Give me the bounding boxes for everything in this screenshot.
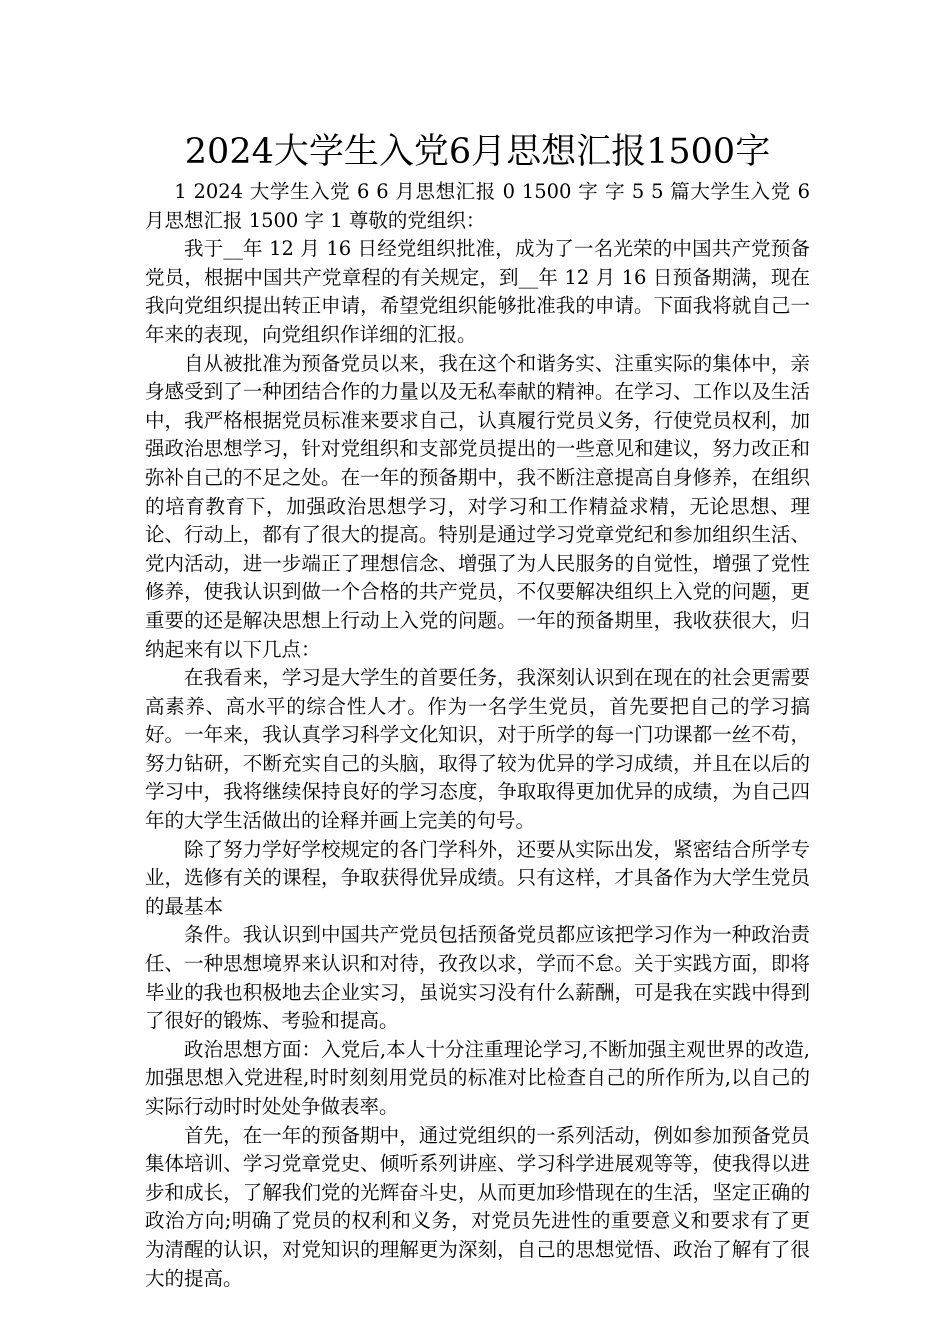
paragraph-first-point: 首先，在一年的预备期中，通过党组织的一系列活动，例如参加预备党员集体培训、学习党章党史、倾听系列讲座、学习科学进展观等等，使我得以进步和成长，了解我们党的光辉奋斗史，从而更加珍惜现在的生活，坚定正确的政治方向;明确了党员的权利和义务，对党员先进性的重要意义和要求有了更为清醒的认识，对党知识的理解更为深刻，自己的思想觉悟、政治了解有了很大的提高。 [145,1123,810,1290]
document-page [145,130,810,1293]
document-title: 2024大学生入党6月思想汇报1500字 [184,132,771,172]
paragraph-intro: 1 2024 大学生入党 6 6 月思想汇报 0 1500 字 字 5 5 篇大学生入党 6 月思想汇报 1500 字 1 尊敬的党组织： [145,180,810,232]
paragraph-study: 在我看来，学习是大学生的首要任务，我深刻认识到在现在的社会更需要高素养、高水平的综合性人才。作为一名学生党员，首先要把自己的学习搞好。一年来，我认真学习科学文化知识，对于所学的每一门功课都一丝不苟，努力钻研，不断充实自己的头脑，取得了较为优异的学习成绩，并且在以后的学习中，我将继续保持良好的学习态度，争取取得更加优异的成绩，为自己四年的大学生活做出的诠释并画上完美的句号。 [145,666,810,833]
paragraph-political-thought: 政治思想方面：入党后,本人十分注重理论学习,不断加强主观世界的改造,加强思想入党进程,时时刻刻用党员的标准对比检查自己的所作所为,以自己的实际行动时时处处争做表率。 [145,1037,810,1118]
paragraph-summary: 自从被批准为预备党员以来，我在这个和谐务实、注重实际的集体中，亲身感受到了一种团结合作的力量以及无私奉献的精神。在学习、工作以及生活中，我严格根据党员标准来要求自己，认真履行党员义务，行使党员权利，加强政治思想学习，针对党组织和支部党员提出的一些意见和建议，努力改正和弥补自己的不足之处。在一年的预备期中，我不断注意提高自身修养，在组织的培育教育下，加强政治思想学习，对学习和工作精益求精，无论思想、理论、行动上，都有了很大的提高。特别是通过学习党章党纪和参加组织生活、党内活动，进一步端正了理想信念、增强了为人民服务的自觉性，增强了党性修养，使我认识到做一个合格的共产党员，不仅要解决组织上入党的问题，更重要的还是解决思想上行动上入党的问题。一年的预备期里，我收获很大，归纳起来有以下几点： [145,351,810,661]
paragraph-courses: 除了努力学好学校规定的各门学科外，还要从实际出发，紧密结合所学专业，选修有关的课程，争取获得优异成绩。只有这样，才具备作为大学生党员的最基本 [145,837,810,918]
paragraph-practice: 条件。我认识到中国共产党员包括预备党员都应该把学习作为一种政治责任、一种思想境界来认识和对待，孜孜以求，学而不怠。关于实践方面，即将毕业的我也积极地去企业实习，虽说实习没有什么薪酬，可是我在实践中得到了很好的锻炼、考验和提高。 [145,923,810,1033]
paragraph-application: 我于__年 12 月 16 日经党组织批准，成为了一名光荣的中国共产党预备党员，根据中国共产党章程的有关规定，到__年 12 月 16 日预备期满，现在我向党组织提出转正申请，希望党组织能够批准我的申请。下面我将就自己一年来的表现，向党组织作详细的汇报。 [145,237,810,346]
